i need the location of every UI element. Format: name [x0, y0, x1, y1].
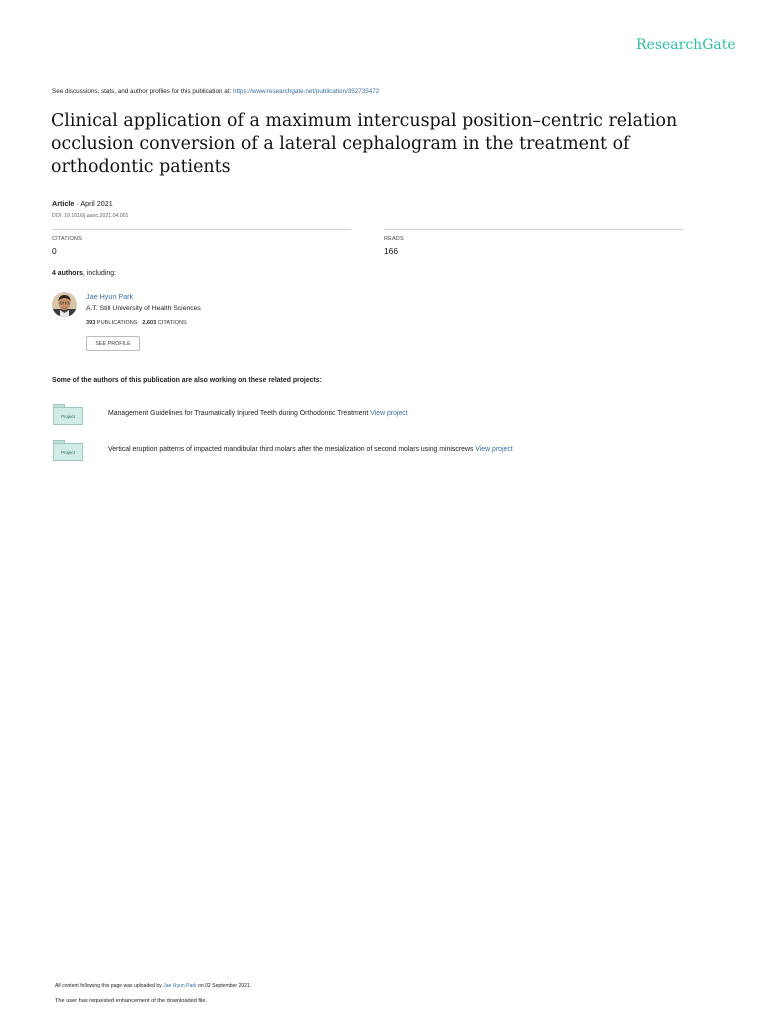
reads-divider: [384, 229, 683, 230]
project-badge: Project: [53, 407, 83, 425]
article-meta: [52, 199, 113, 208]
discussion-text: See discussions, stats, and author profiles for this publication at:: [52, 88, 233, 95]
author-citations-count: 2,603: [142, 320, 157, 326]
project-item: [108, 410, 408, 417]
reads-value: 166: [384, 246, 398, 256]
author-avatar[interactable]: [52, 292, 77, 317]
project-badge: Project: [53, 443, 83, 461]
author-stats: [86, 320, 187, 326]
authors-including: , including:: [83, 270, 116, 277]
article-type: Article: [52, 199, 75, 208]
publication-link[interactable]: https://www.researchgate.net/publication/352735472: [232, 88, 380, 95]
uploader-link[interactable]: Jae Hyun Park: [163, 983, 197, 989]
project-folder-icon[interactable]: [53, 440, 83, 461]
upload-prefix: All content following this page was uploaded by: [55, 983, 164, 989]
project-folder-icon[interactable]: [53, 404, 83, 425]
authors-heading: [52, 270, 116, 277]
project-item: [108, 446, 513, 453]
reads-label: READS: [384, 236, 404, 242]
citations-label: CITATIONS: [52, 236, 82, 242]
article-title: Clinical application of a maximum intercuspal position–centric relation occlusion conversion of a lateral cephalogram in the treatment of orthodontic patients: [51, 111, 678, 177]
author-photo: [52, 292, 77, 317]
view-project-link[interactable]: View project: [475, 446, 513, 453]
related-projects-heading: Some of the authors of this publication are also working on these related projects:: [52, 377, 322, 384]
enhancement-note: The user has requested enhancement of the downloaded file.: [55, 998, 208, 1004]
author-institution: A.T. Still University of Health Sciences: [86, 305, 201, 312]
authors-count: 4 authors: [52, 270, 84, 277]
author-publications-label: PUBLICATIONS: [96, 320, 138, 326]
article-date: · April 2021: [74, 199, 113, 208]
author-citations-label: CITATIONS: [157, 320, 187, 326]
citations-divider: [52, 229, 351, 230]
project-title: Vertical eruption patterns of impacted mandibular third molars after the mesialization of second molars using miniscrews: [108, 446, 476, 453]
upload-suffix: on 02 September 2021.: [196, 983, 252, 989]
upload-notice: [55, 983, 251, 989]
researchgate-logo[interactable]: ResearchGate: [636, 37, 736, 53]
view-project-link[interactable]: View project: [370, 410, 408, 417]
project-title: Management Guidelines for Traumatically Injured Teeth during Orthodontic Treatment: [108, 410, 371, 417]
author-publications-count: 393: [86, 320, 96, 326]
see-profile-button[interactable]: SEE PROFILE: [86, 336, 140, 351]
citations-value: 0: [52, 246, 57, 256]
author-name[interactable]: Jae Hyun Park: [86, 292, 134, 301]
discussion-line: [52, 88, 379, 95]
article-doi[interactable]: DOI: 10.1016/j.aaoc.2021.04.001: [52, 213, 129, 219]
